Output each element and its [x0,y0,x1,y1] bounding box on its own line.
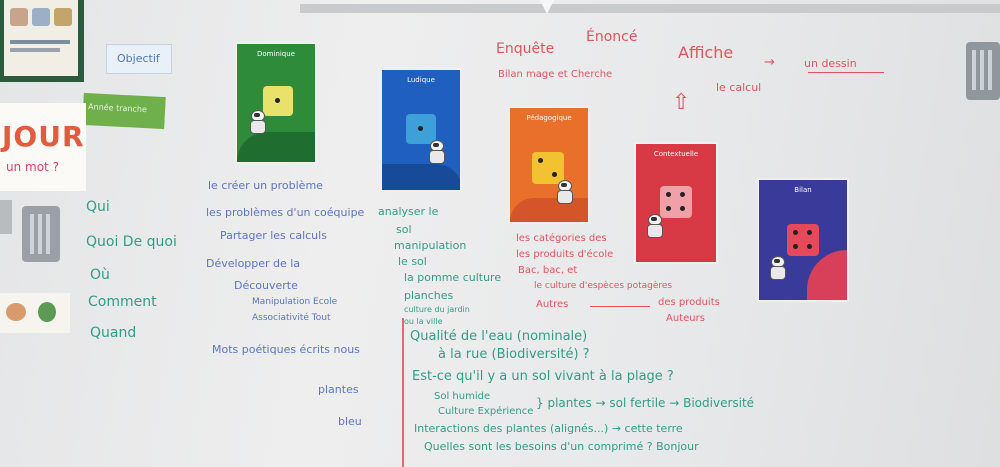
note-red-top-4: Bilan mage et Cherche [498,69,613,80]
note-red-top-3: Affiche [678,43,734,62]
note-red-mid-6: des produits [658,297,720,308]
note-green-mid-2: sol [396,223,412,236]
poster-1 [235,42,317,164]
note-green-low-8: Quelles sont les besoins d'un comprimé ? Bonjour [424,440,699,453]
note-red-mid-1: les catégories des [516,233,607,244]
metal-magnet-left [22,206,60,262]
note-green-low-6: } plantes → sol fertile → Biodiversité [536,396,755,410]
note-green-mid-5: la pomme culture [404,271,502,284]
note-blue-3: Partager les calculs [220,229,327,242]
note-blue-2: les problèmes d'un coéquipe [206,206,365,219]
note-red-mid-7: Auteurs [666,313,705,324]
poster-5-astronaut [769,256,785,278]
poster-2-astronaut [428,140,444,162]
question-comment: Comment [88,294,157,310]
note-blue-10: bleu [338,415,362,428]
note-blue-5: Découverte [234,279,298,292]
poster-3 [508,106,590,224]
arrow-up-red: ⇧ [672,90,691,115]
question-quoi: Quoi De quoi [86,234,177,250]
note-green-low-5: Culture Expérience [438,406,534,417]
green-badge-label: Année tranche [87,102,148,115]
note-red-top-1: Enquête [496,41,555,57]
note-blue-6: Manipulation Ecole [252,297,338,307]
board-top-rail [300,4,1000,13]
note-red-top-2: Énoncé [586,29,638,45]
question-ou: Où [90,267,110,283]
red-vertical-line [402,318,404,467]
objective-badge [106,44,172,74]
note-red-top-6: un dessin [804,57,857,70]
objective-badge-label: Objectif [117,52,160,65]
board-clip [540,0,554,14]
note-green-mid-4: le sol [398,255,427,268]
small-icon-card [0,293,70,333]
note-red-mid-5: Autres [536,299,569,310]
note-green-low-3: Est-ce qu'il y a un sol vivant à la plage ? [412,369,674,384]
gray-card-left [0,200,12,234]
poster-1-die [263,86,293,116]
framed-picture [0,0,84,82]
poster-4-astronaut [646,214,662,236]
poster-4 [634,142,718,264]
note-red-mid-2: les produits d'école [516,249,614,260]
poster-5 [757,178,849,302]
note-blue-8: Mots poétiques écrits nous [212,343,360,356]
metal-magnet-right [966,42,1000,100]
note-green-mid-3: manipulation [394,239,467,252]
poster-2 [380,68,462,192]
poster-1-astronaut [249,110,265,132]
poster-1-title: Dominique [256,50,295,58]
arrow-red-top: → [764,55,775,70]
poster-3-astronaut [556,180,572,202]
poster-4-die [660,186,692,218]
note-green-low-1: Qualité de l'eau (nominale) [410,329,588,344]
note-green-low-7: Interactions des plantes (alignés...) → cette terre [414,422,683,435]
note-green-mid-8: ou la ville [404,317,443,326]
note-blue-9: plantes [318,383,359,396]
note-red-mid-4: le culture d'espèces potagères [534,281,673,291]
poster-3-title: Pédagogique [526,114,572,122]
red-underline [808,72,884,73]
note-green-mid-1: analyser le [378,205,439,218]
note-red-mid-3: Bac, bac, et [518,265,578,276]
poster-2-title: Ludique [407,76,435,84]
poster-5-title: Bilan [794,186,812,194]
note-blue-7: Associativité Tout [252,313,331,323]
note-green-mid-6: planches [404,289,454,302]
note-blue-1: le créer un problème [208,179,323,192]
question-quand: Quand [90,325,137,341]
note-green-low-2: à la rue (Biodiversité) ? [438,347,590,362]
poster-4-title: Contextuelle [653,150,699,158]
red-arrow-line [590,306,650,307]
question-qui: Qui [86,199,110,215]
note-red-top-5: le calcul [716,81,762,94]
jour-card-subtitle: un mot ? [6,160,59,174]
note-green-mid-7: culture du jardin [404,305,470,314]
jour-card [0,103,86,191]
jour-card-title: JOUR [2,120,85,153]
note-blue-4: Développer de la [206,257,301,270]
poster-5-die [787,224,819,256]
note-green-low-4: Sol humide [434,391,491,402]
green-badge [82,93,166,129]
